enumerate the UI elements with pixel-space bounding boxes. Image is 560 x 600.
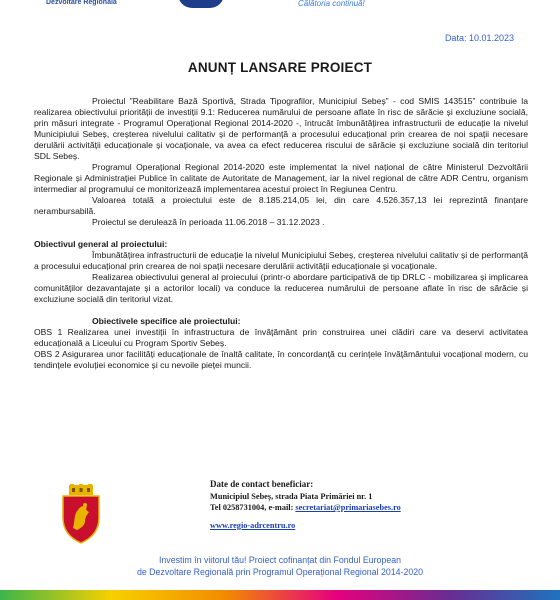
general-objective-approach: Realizarea obiectivului general al proiecului (printr-o abordare participativă de tip DRLC - mobilizarea și implicarea comunităților dezavantajate și a actorilor locali) va conduce la reducerea numărului de persoane aflate în risc de sărăcie și excluziune socială din teritoriul vizat. [34, 272, 528, 304]
contact-phone-email [210, 502, 401, 514]
header-left-text: Dezvoltare Regională [46, 0, 117, 6]
footer-rainbow-strip [0, 590, 560, 600]
page-title: ANUNȚ LANSARE PROIECT [187, 60, 373, 75]
paragraph-value: Valoarea totală a proiectului este de 8.185.214,05 lei, din care 4.526.357,13 lei reprezintă finanțare nerambursabilă. [34, 195, 528, 216]
contact-address: Municipiul Sebeș, strada Piata Primăriei nr. 1 [210, 491, 373, 501]
paragraph-project-intro: Proiectul ”Reabilitare Bază Sportivă, Strada Tipografilor, Municipiul Sebeș” - cod SMIS 143515” contribuie la realizarea obiectivului priorității de investiții 9.1: Reducerea numărului de persoane aflate în risc de sărăcie și excluziune socială, prin măsuri integrate - Programul Operațional Regional 2014-2020 -, întrucât îmbunătățirea infrastructurii de educație la nivelul Municipiului Sebeș, creșterea nivelului calitativ și de performanță a procesului educațional prin crearea de noi spații necesare derulării activității educaționale și vocaționale, va avea ca efect reducerea riscului de sărăcie și excluziune socială din teritoriul SDL Sebeș. [34, 96, 528, 161]
document-body [34, 96, 528, 371]
general-objective-heading: Obiectivul general al proiectului: [34, 239, 168, 249]
sebes-coat-of-arms-icon [60, 484, 102, 544]
contact-phone: Tel 0258731004, e-mail: [210, 503, 296, 512]
header-right-text: Călătoria continuă! [298, 0, 365, 8]
specific-objective-item: OBS 1 Realizarea unei investiții în infrastructura de învățământ prin construirea unei clădiri care va deservi activitatea educațională a Liceului cu Program Sportiv Sebeș. [34, 327, 528, 348]
contact-email-link[interactable]: secretariat@primariasebes.ro [295, 503, 401, 512]
paragraph-period: Proiectul se derulează în perioada 11.06.2018 – 31.12.2023 . [92, 217, 325, 227]
paragraph-program-info: Programul Operațional Regional 2014-2020 este implementat la nivel național de către Ministerul Dezvoltării Regionale și Administrației Publice în calitate de Autoritate de Management, iar la nivel regional de către ADR Centru, organism intermediar al programului ce monitorizează implementarea acestui proiect în Regiunea Centru. [34, 162, 528, 194]
specific-objective-item: OBS 2 Asigurarea unor facilități educaționale de înaltă calitate, în concordanță cu cerințele învățământului vocațional modern, cu tendințele evoluției economice și cu nevoile pieței muncii. [34, 349, 528, 370]
website-link[interactable]: www.regio-adrcentru.ro [210, 520, 296, 530]
specific-objectives-heading: Obiectivele specifice ale proiectului: [92, 316, 241, 326]
footer-line-1: Investim în viitorul tău! Proiect cofinanțat din Fondul European [158, 555, 402, 565]
general-objective-text: Îmbunătățirea infrastructurii de educație la nivelul Municipiului Sebeș, creșterea nivelului calitativ și de performanță a procesului educațional prin crearea de noi spații necesare derulării activității educaționale și vocaționale. [34, 250, 528, 271]
contact-title: Date de contact beneficiar: [210, 479, 314, 489]
beneficiary-contact [210, 479, 401, 531]
document-date: Data: 10.01.2023 [444, 33, 514, 43]
footer-note [0, 554, 560, 578]
footer-line-2: de Dezvoltare Regională prin Programul Operațional Regional 2014-2020 [136, 567, 424, 577]
